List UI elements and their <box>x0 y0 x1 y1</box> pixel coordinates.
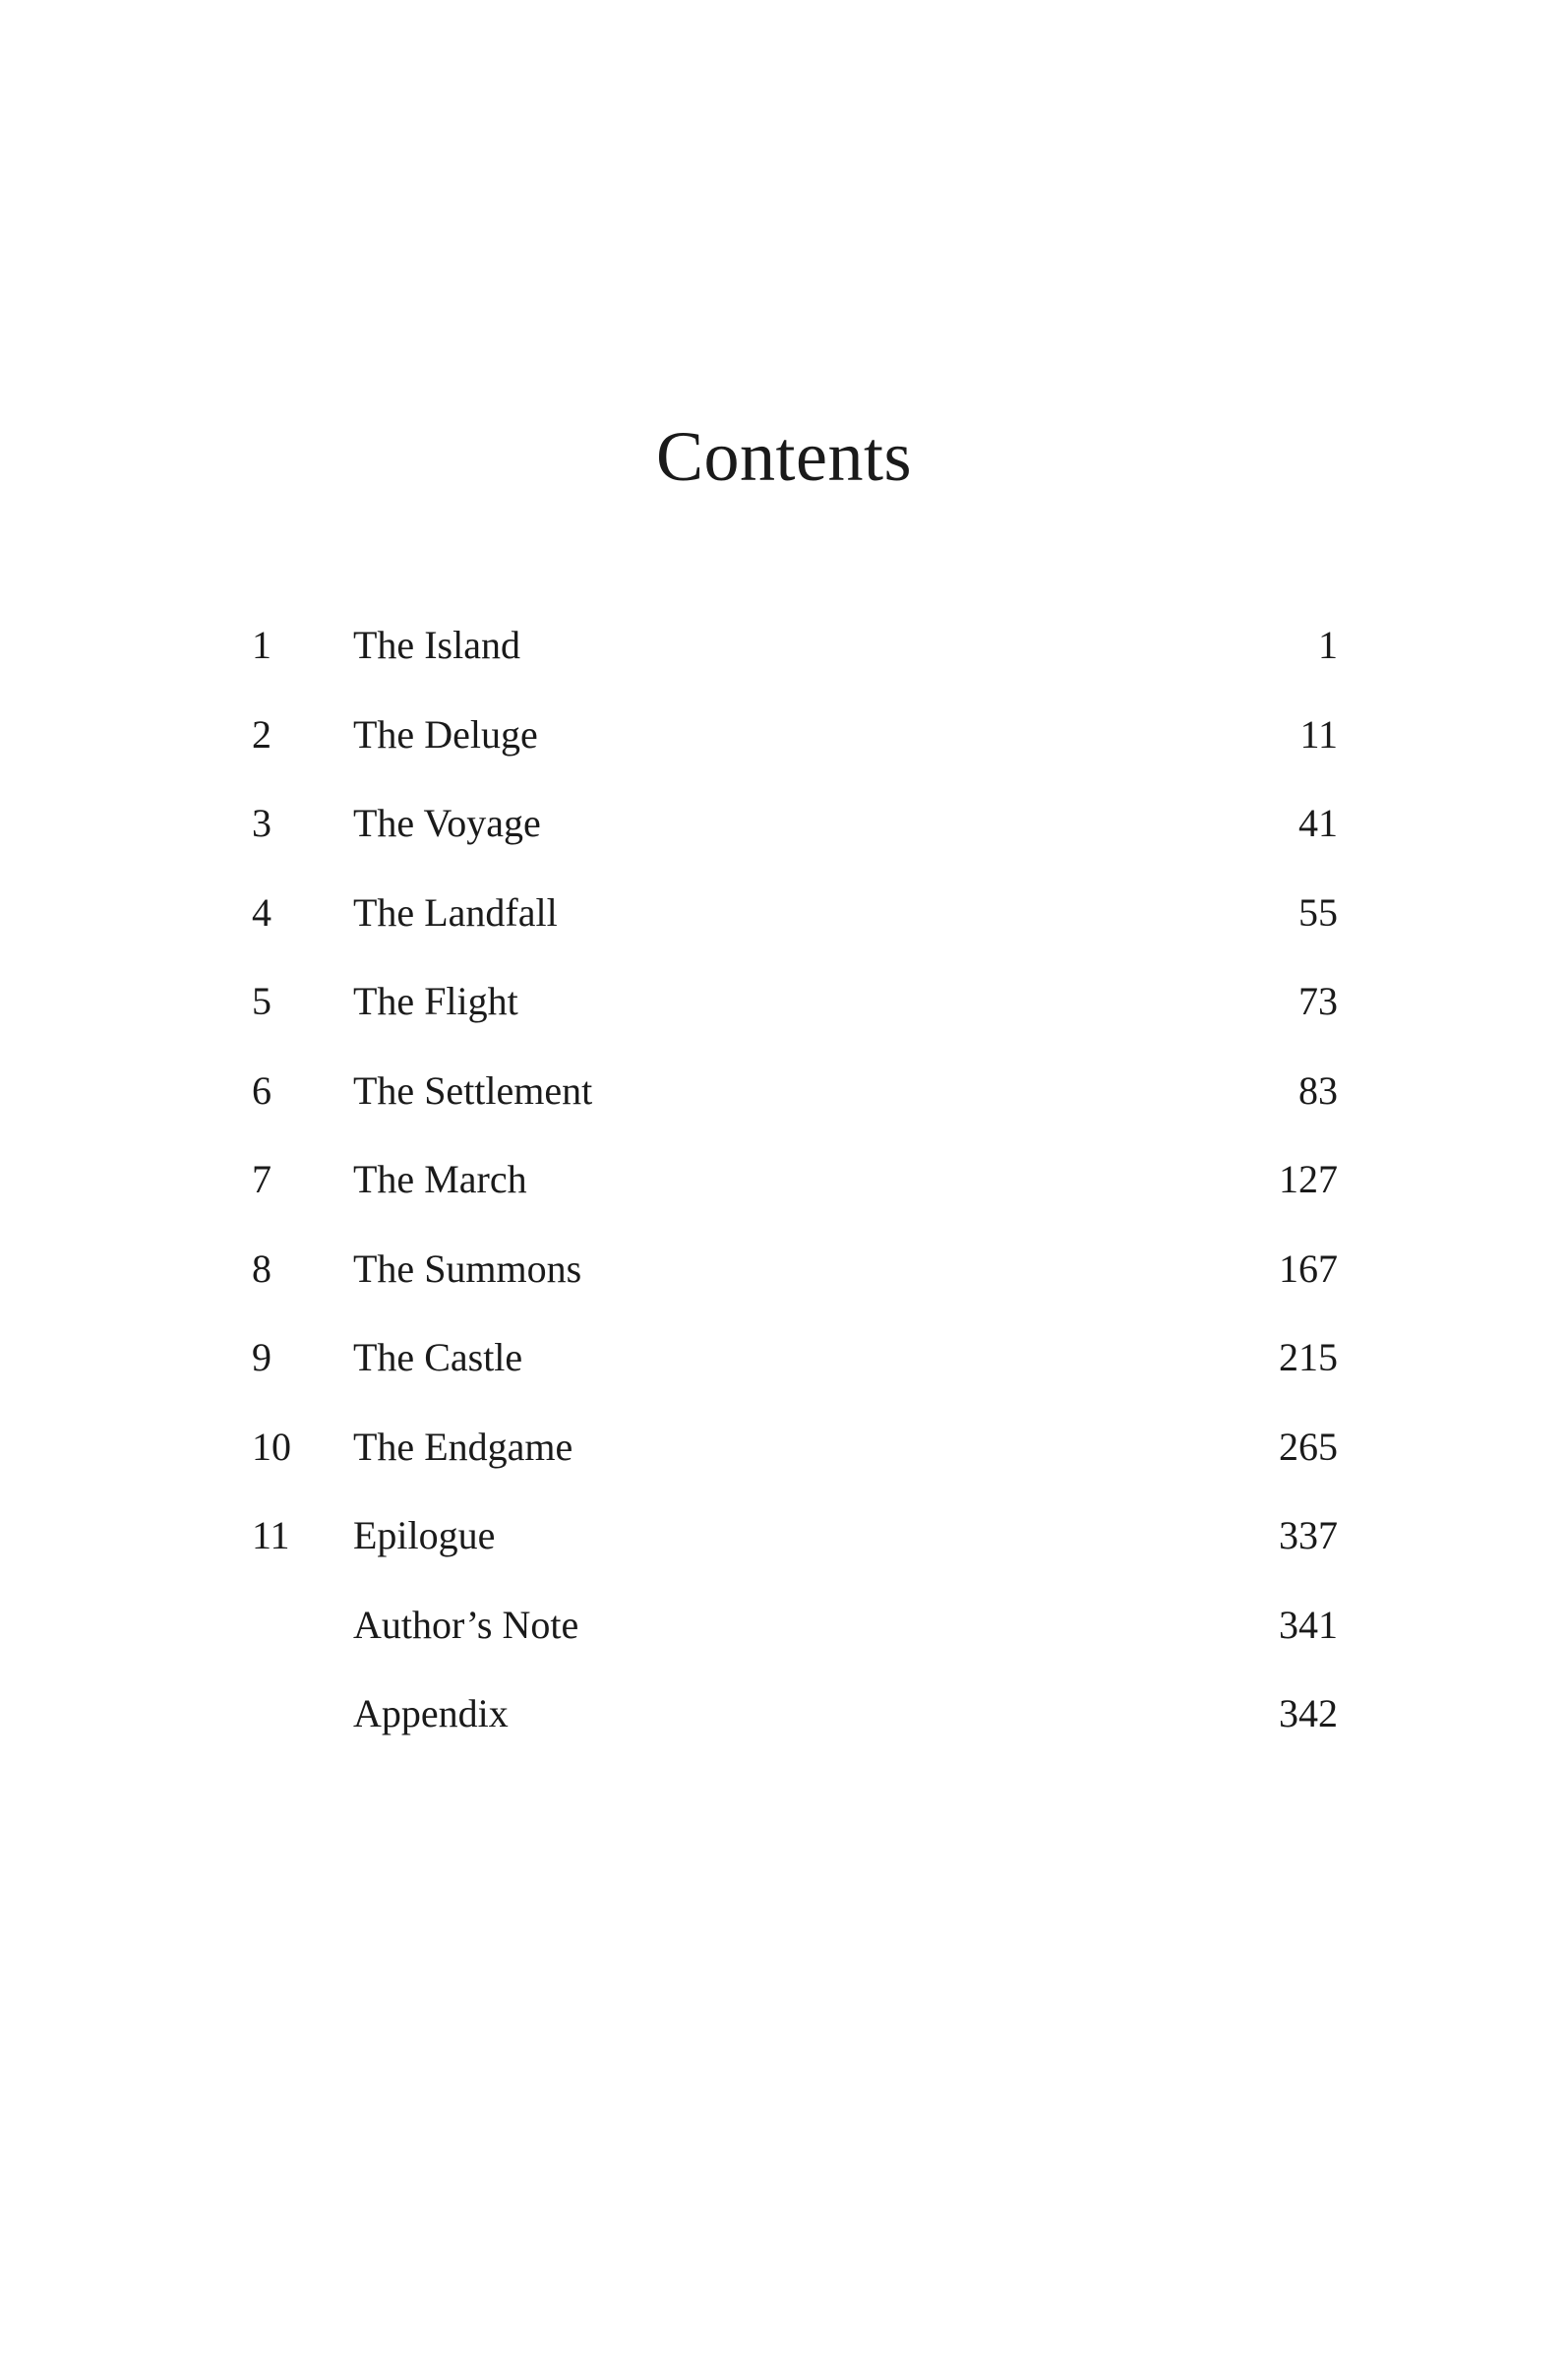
chapter-title: The Deluge <box>353 711 538 757</box>
chapter-number: 4 <box>252 889 271 935</box>
page-number: 342 <box>1279 1691 1338 1735</box>
page-number: 265 <box>1279 1424 1338 1469</box>
chapter-number: 2 <box>252 711 271 757</box>
chapter-title: The March <box>353 1157 527 1201</box>
chapter-number: 9 <box>252 1335 271 1379</box>
toc-entry[interactable] <box>0 622 1568 711</box>
page-number: 73 <box>1298 979 1338 1023</box>
chapter-title: The Island <box>353 623 520 667</box>
toc-entry[interactable] <box>0 1690 1568 1780</box>
toc-entry[interactable] <box>0 800 1568 889</box>
chapter-title: The Castle <box>353 1335 523 1379</box>
page-title: Contents <box>655 417 912 496</box>
chapter-number: 5 <box>252 979 271 1023</box>
chapter-title: The Landfall <box>353 889 558 935</box>
chapter-title: The Summons <box>353 1246 582 1291</box>
toc-entry[interactable] <box>0 1246 1568 1335</box>
chapter-title: The Voyage <box>353 801 541 845</box>
page-number: 11 <box>1299 711 1338 757</box>
chapter-number: 8 <box>252 1246 271 1291</box>
toc-entry[interactable] <box>0 1424 1568 1513</box>
chapter-title: The Settlement <box>353 1067 593 1113</box>
chapter-title: The Endgame <box>353 1424 573 1469</box>
page-number: 341 <box>1279 1602 1338 1647</box>
chapter-number: 1 <box>252 623 271 667</box>
page-number: 337 <box>1279 1513 1338 1557</box>
toc-entry[interactable] <box>0 1512 1568 1602</box>
chapter-title: The Flight <box>353 979 518 1023</box>
chapter-title: Appendix <box>353 1691 509 1735</box>
toc-entry[interactable] <box>0 1334 1568 1424</box>
chapter-number: 6 <box>252 1067 271 1113</box>
toc-entry[interactable] <box>0 978 1568 1067</box>
page-number: 55 <box>1298 889 1338 935</box>
chapter-number: 11 <box>252 1513 290 1557</box>
page-number: 127 <box>1279 1157 1338 1201</box>
chapter-number: 3 <box>252 801 271 845</box>
toc-entry[interactable] <box>0 1602 1568 1691</box>
toc-entry[interactable] <box>0 711 1568 801</box>
toc-entry[interactable] <box>0 889 1568 979</box>
toc-entry[interactable] <box>0 1156 1568 1246</box>
page-number: 167 <box>1279 1246 1338 1291</box>
chapter-title: Epilogue <box>353 1513 496 1557</box>
page-number: 83 <box>1298 1067 1338 1113</box>
chapter-number: 7 <box>252 1157 271 1201</box>
chapter-title: Author’s Note <box>353 1602 579 1647</box>
toc-entry[interactable] <box>0 1067 1568 1157</box>
page-number: 41 <box>1298 801 1338 845</box>
chapter-number: 10 <box>252 1424 291 1469</box>
page-number: 215 <box>1279 1335 1338 1379</box>
page-number: 1 <box>1318 623 1338 667</box>
table-of-contents <box>0 622 1568 1780</box>
